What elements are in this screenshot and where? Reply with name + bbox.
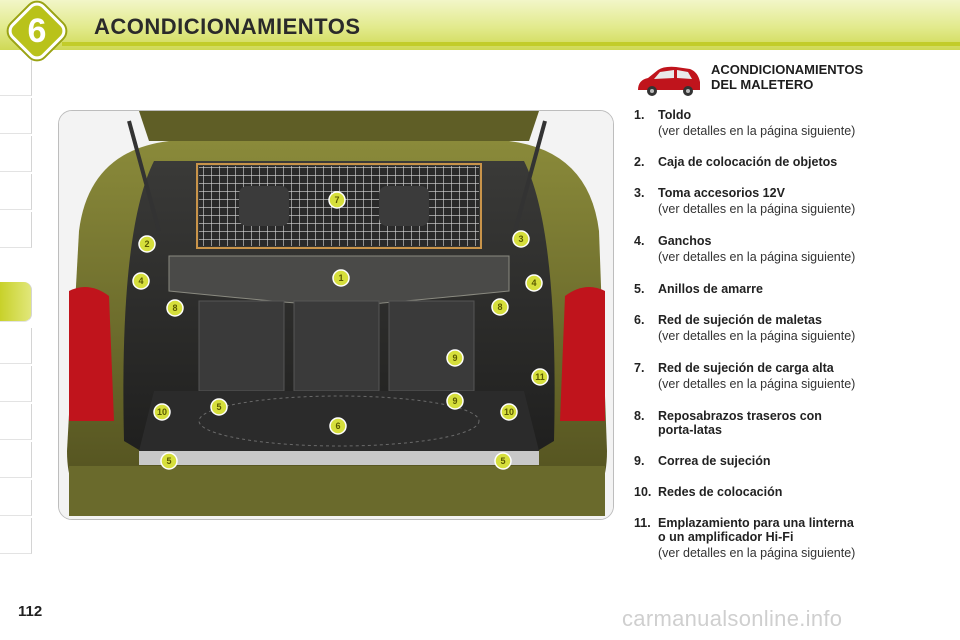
callout-marker [167, 300, 183, 316]
svg-text:9: 9 [452, 353, 458, 363]
svg-text:8: 8 [497, 302, 503, 312]
svg-text:11: 11 [535, 372, 545, 382]
svg-text:2: 2 [144, 239, 150, 249]
svg-text:6: 6 [335, 421, 341, 431]
chapter-tab[interactable] [0, 60, 32, 96]
page-number: 112 [18, 603, 43, 620]
car-side-icon [634, 62, 704, 100]
trunk-sill [139, 451, 539, 465]
trunk-illustration [59, 111, 614, 520]
legend-item: 11. Emplazamiento para una linterna o un amplificador Hi-Fi (ver detalles en la página siguiente) [634, 516, 856, 560]
svg-text:5: 5 [166, 456, 172, 466]
chapter-tab[interactable] [0, 480, 32, 516]
legend-item: 1. Toldo (ver detalles en la página siguiente) [634, 108, 856, 138]
chapter-tab[interactable] [0, 174, 32, 210]
legend-item: 5. Anillos de amarre [634, 282, 763, 296]
legend-item: 9. Correa de sujeción [634, 454, 771, 468]
legend-item: 2. Caja de colocación de objetos [634, 155, 838, 169]
chapter-tab-strip [0, 60, 34, 580]
header-underline [62, 42, 960, 46]
watermark: carmanualsonline.info [622, 606, 843, 631]
callout-marker [330, 418, 346, 434]
callout-marker [333, 270, 349, 286]
legend-item: 4. Ganchos (ver detalles en la página siguiente) [634, 234, 856, 264]
callout-marker [526, 275, 542, 291]
callout-marker [154, 404, 170, 420]
seat-back [294, 301, 379, 391]
chapter-tab[interactable] [0, 212, 32, 248]
callout-marker [501, 404, 517, 420]
bumper [69, 466, 605, 516]
section-title [711, 62, 931, 92]
callout-marker [513, 231, 529, 247]
trunk-photo [58, 110, 614, 520]
svg-text:7: 7 [334, 195, 340, 205]
section-title-line1: ACONDICIONAMIENTOS [711, 62, 864, 77]
svg-text:5: 5 [216, 402, 222, 412]
chapter-tab[interactable] [0, 136, 32, 172]
svg-text:10: 10 [503, 407, 515, 417]
svg-text:10: 10 [156, 407, 168, 417]
svg-text:4: 4 [138, 276, 144, 286]
chapter-number: 6 [27, 12, 47, 50]
section-title-line2: DEL MALETERO [711, 77, 814, 92]
callout-marker [161, 453, 177, 469]
legend-item: 8. Reposabrazos traseros con porta-latas [634, 409, 822, 437]
chapter-tab[interactable] [0, 328, 32, 364]
svg-text:9: 9 [452, 396, 458, 406]
chapter-tab-active[interactable] [0, 282, 32, 322]
callout-marker [139, 236, 155, 252]
svg-text:4: 4 [531, 278, 537, 288]
callout-marker [447, 350, 463, 366]
legend-item: 3. Toma accesorios 12V (ver detalles en la página siguiente) [634, 186, 856, 216]
chapter-tab[interactable] [0, 442, 32, 478]
legend-item: 7. Red de sujeción de carga alta (ver detalles en la página siguiente) [634, 361, 856, 391]
chapter-tab[interactable] [0, 518, 32, 554]
legend-item: 10. Redes de colocación [634, 485, 783, 499]
callout-marker [329, 192, 345, 208]
callout-marker [133, 273, 149, 289]
svg-text:5: 5 [500, 456, 506, 466]
callout-marker [211, 399, 227, 415]
callout-marker [495, 453, 511, 469]
chapter-tab[interactable] [0, 404, 32, 440]
tailgate [139, 111, 539, 141]
headrest [379, 186, 429, 226]
svg-text:1: 1 [338, 273, 344, 283]
callout-marker [492, 299, 508, 315]
svg-text:8: 8 [172, 303, 178, 313]
chapter-tab[interactable] [0, 98, 32, 134]
page-title: ACONDICIONAMIENTOS [94, 14, 361, 39]
callout-marker [447, 393, 463, 409]
headrest [239, 186, 289, 226]
chapter-tab[interactable] [0, 366, 32, 402]
legend-item: 6. Red de sujeción de maletas (ver detalles en la página siguiente) [634, 313, 856, 343]
left-taillight [69, 287, 114, 421]
seat-back [199, 301, 284, 391]
callout-marker [532, 369, 548, 385]
svg-text:3: 3 [518, 234, 524, 244]
right-taillight [560, 287, 605, 421]
seat-back [389, 301, 474, 391]
